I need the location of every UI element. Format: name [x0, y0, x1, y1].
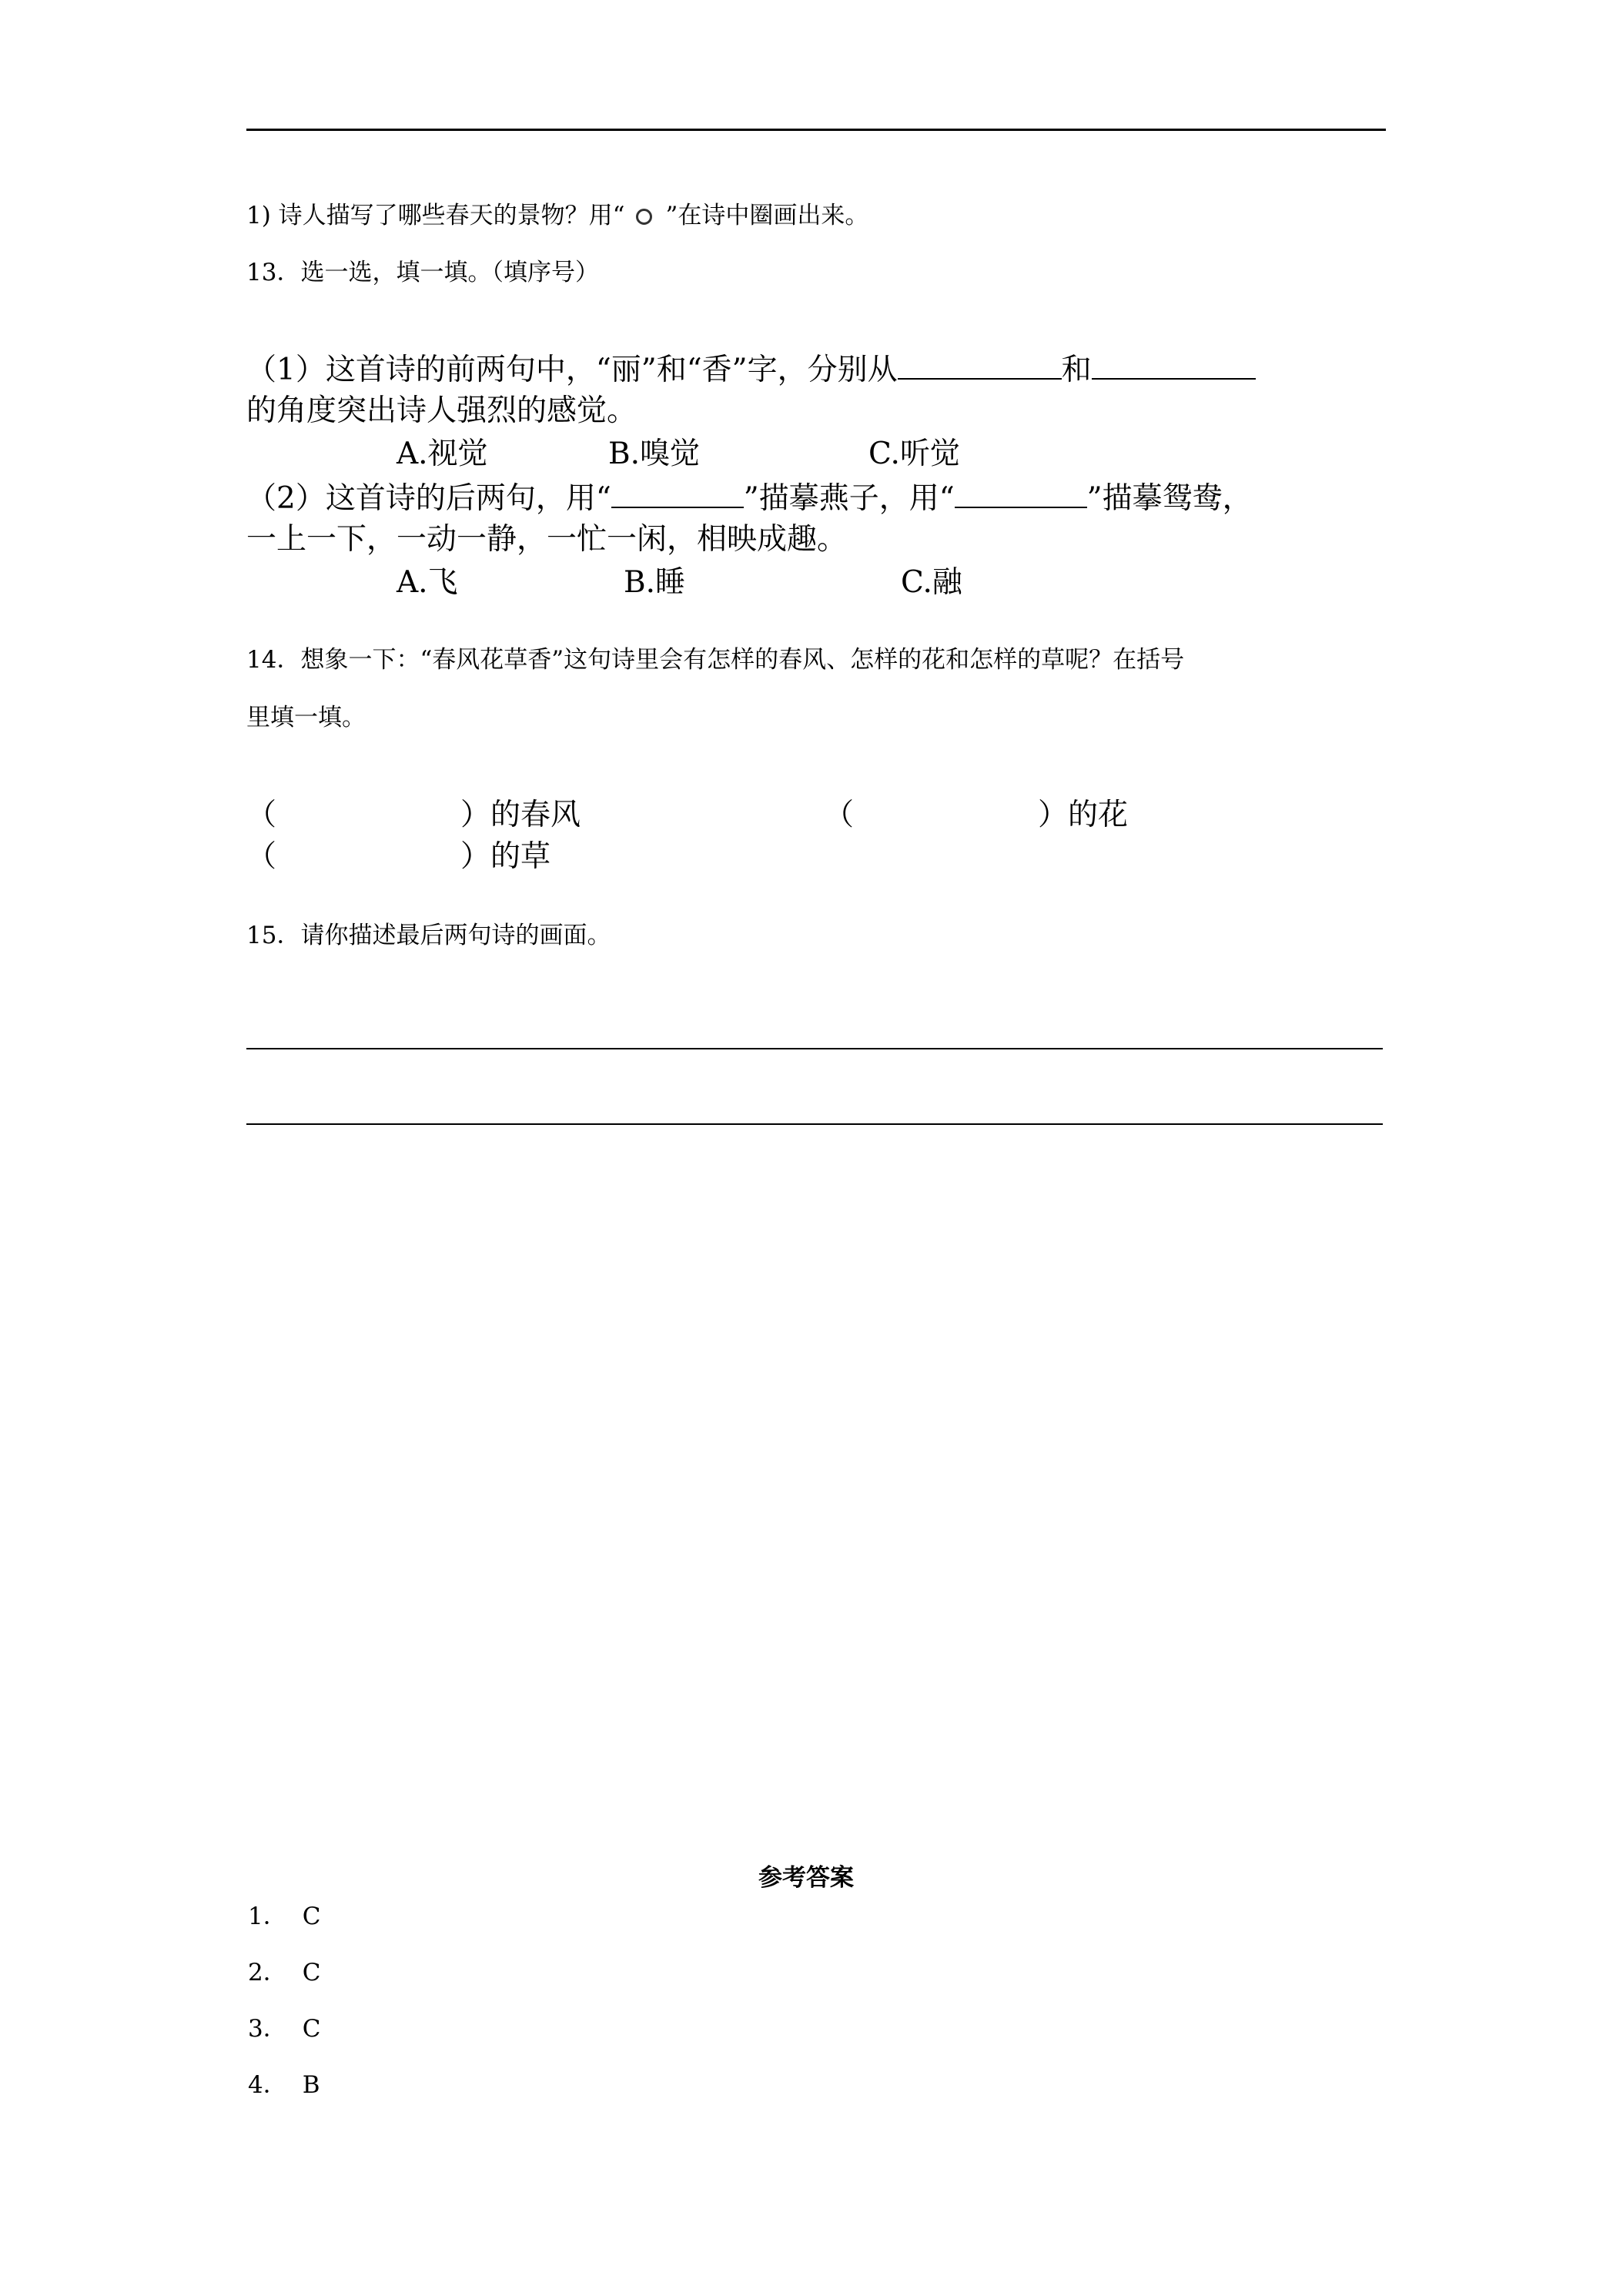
q13-p1-text-mid: 和 — [1061, 353, 1092, 387]
q15-title: 15．请你描述最后两句诗的画面。 — [246, 922, 611, 949]
q14-blank-3-open: （ — [246, 839, 277, 874]
answer-value: C — [302, 2015, 321, 2043]
q13-p1-option-c: C.听觉 — [868, 437, 960, 471]
q13-p1-line2: 的角度突出诗人强烈的感觉。 — [246, 393, 637, 428]
q13-p1-option-b: B.嗅觉 — [608, 437, 701, 471]
q14-blank-1-open: （ — [246, 798, 277, 832]
q13-p1-blank-1[interactable] — [898, 352, 1062, 380]
q13-p2-option-c: C.融 — [901, 565, 962, 600]
top-rule — [246, 129, 1386, 131]
answer-item — [248, 2015, 320, 2043]
q14-blank-2-input[interactable] — [862, 798, 1032, 833]
q12-sub1 — [246, 202, 868, 230]
q14-line2: 里填一填。 — [246, 704, 366, 731]
q13-title: 13．选一选，填一填。（填序号） — [246, 259, 599, 286]
answer-value: C — [302, 1903, 321, 1930]
q14-blank-1-input[interactable] — [285, 798, 454, 833]
answer-item — [248, 1959, 320, 1987]
q13-p2-line2: 一上一下，一动一静，一忙一闲，相映成趣。 — [246, 522, 848, 557]
q13-p2-option-a: A.飞 — [397, 565, 458, 600]
answer-num: 1． — [248, 1903, 287, 1930]
answer-num: 2． — [248, 1959, 287, 1986]
q15-answer-line-2[interactable] — [246, 1123, 1383, 1125]
q13-p2-text-c: ”描摹鸳鸯， — [1086, 481, 1253, 516]
circle-icon — [636, 209, 652, 225]
answers-title: 参考答案 — [758, 1864, 854, 1892]
answer-value: B — [302, 2071, 320, 2099]
q13-p2-option-b: B.睡 — [624, 565, 686, 600]
q12-sub1-prefix: 1) 诗人描写了哪些春天的景物？用“ — [246, 202, 625, 229]
q13-p2-line1 — [246, 480, 1253, 517]
q14-blank-2-open: （ — [824, 798, 855, 832]
q13-p2-blank-2[interactable] — [955, 480, 1087, 508]
q14-blank-1-close: ）的春风 — [460, 798, 581, 832]
q14-line1: 14．想象一下：“春风花草香”这句诗里会有怎样的春风、怎样的花和怎样的草呢？在括号 — [246, 646, 1185, 674]
answer-item — [248, 2071, 320, 2100]
q14-blank-3-input[interactable] — [285, 839, 454, 875]
q15-answer-line-1[interactable] — [246, 1048, 1383, 1049]
q13-p1-text-a: （1）这首诗的前两句中，“丽”和“香”字，分别从 — [246, 353, 898, 387]
q14-blank-3-close: ）的草 — [460, 839, 551, 874]
q13-p1-blank-2[interactable] — [1092, 352, 1256, 380]
q12-sub1-suffix: ”在诗中圈画出来。 — [665, 202, 869, 229]
q13-p2-blank-1[interactable] — [611, 480, 744, 508]
q14-blank-2-close: ）的花 — [1038, 798, 1129, 832]
q13-p1-option-a: A.视觉 — [397, 437, 488, 471]
answer-value: C — [302, 1959, 321, 1986]
q13-p2-text-a: （2）这首诗的后两句，用“ — [246, 481, 611, 516]
q13-p2-text-b: ”描摹燕子，用“ — [743, 481, 955, 516]
answer-num: 4． — [248, 2071, 287, 2099]
q13-p1-line1 — [246, 352, 1256, 389]
answer-item — [248, 1903, 320, 1931]
answer-num: 3． — [248, 2015, 287, 2043]
